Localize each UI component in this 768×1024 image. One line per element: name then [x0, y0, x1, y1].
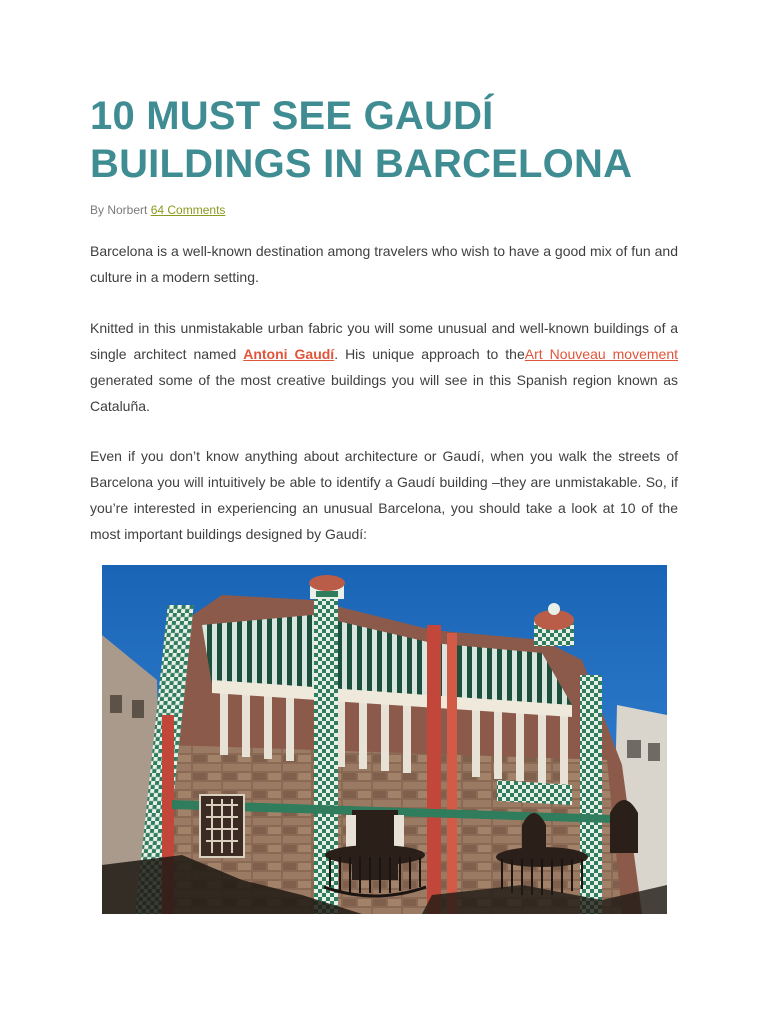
casa-vicens-photo: [102, 565, 667, 914]
building-illustration: [102, 565, 667, 914]
article-title-line-1: 10 MUST SEE GAUDÍ: [90, 94, 494, 138]
article-title: [90, 92, 678, 188]
arched-window-right: [522, 813, 546, 855]
intro-paragraph: Barcelona is a well-known destination among travelers who wish to have a good mix of fun and culture in a modern setting.: [90, 243, 678, 285]
architect-paragraph-text-middle: . His unique approach to the: [334, 346, 525, 362]
identify-paragraph: Even if you don’t know anything about architecture or Gaudí, when you walk the streets of Barcelona you will intuitively be able to identify a Gaudí building –they are unmistakable. So, if you’re interested in experiencing an unusual Barcelona, you should take a look at 10 of the most important buildings designed by Gaudí:: [90, 448, 678, 542]
red-pilaster-2: [447, 633, 457, 914]
art-nouveau-link[interactable]: Art Nouveau movement: [524, 346, 678, 362]
antoni-gaudi-link[interactable]: Antoni Gaudí: [243, 346, 335, 362]
article-title-line-2: BUILDINGS IN BARCELONA: [90, 142, 633, 186]
red-pilaster-1: [427, 625, 441, 914]
architect-paragraph-text-before: Knitted in this unmistakable urban fabric you will some unusual and well-known buildings of a single architect named: [90, 320, 678, 362]
center-turret: [309, 575, 345, 599]
checkered-pilaster-center: [314, 595, 338, 914]
architect-paragraph-text-after: generated some of the most creative buildings you will see in this Spanish region known as Cataluña.: [90, 372, 678, 414]
checkered-pilaster-right: [580, 675, 602, 914]
comments-link[interactable]: 64 Comments: [150, 203, 226, 217]
architect-paragraph: [90, 315, 678, 419]
article: [90, 92, 678, 547]
byline-author: By Norbert: [90, 203, 148, 217]
byline: [90, 202, 678, 218]
